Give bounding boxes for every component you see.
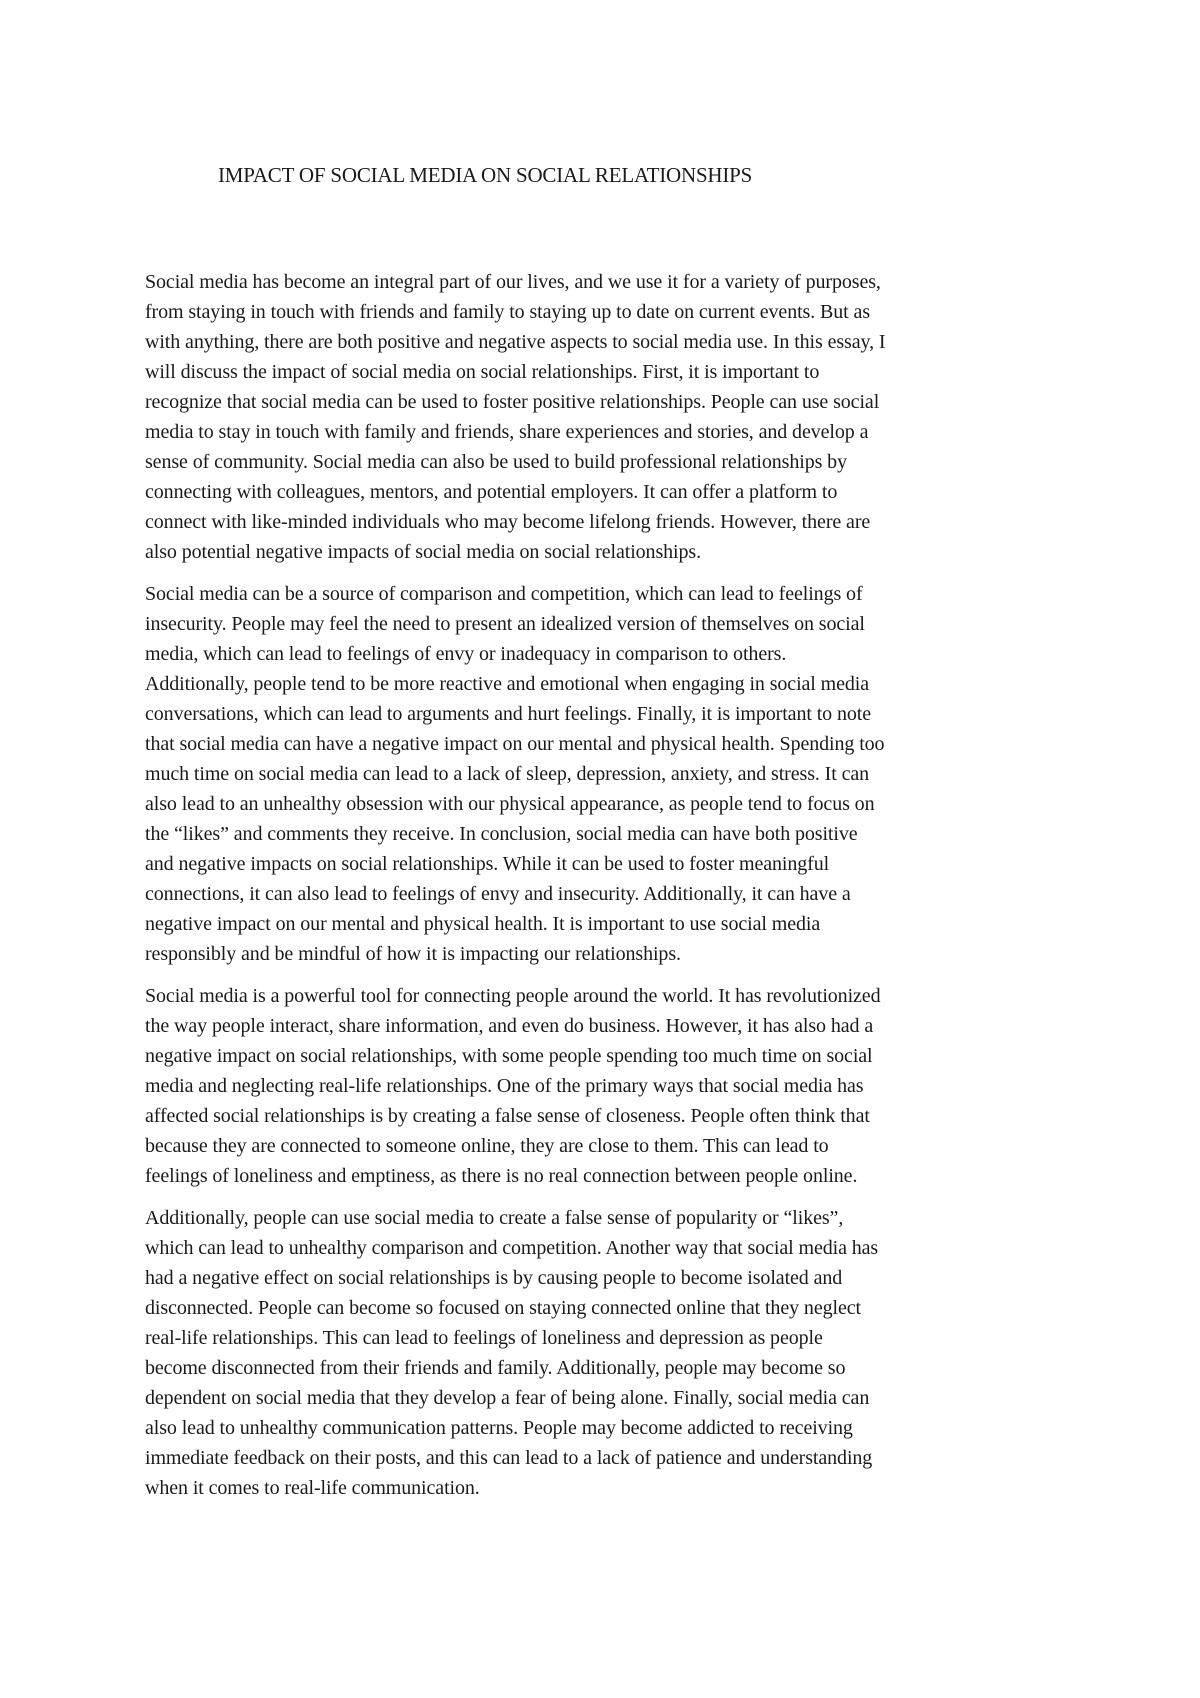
- paragraph-1: Social media has become an integral part of our lives, and we use it for a variety of purposes, from staying in touch with friends and family to staying up to date on current events. But as with anything, there are both positive and negative aspects to social media use. In this essay, I will discuss the impact of social media on social relationships. First, it is important to recognize that social media can be used to foster positive relationships. People can use social media to stay in touch with family and friends, share experiences and stories, and develop a sense of community. Social media can also be used to build professional relationships by connecting with colleagues, mentors, and potential employers. It can offer a platform to connect with like-minded individuals who may become lifelong friends. However, there are also potential negative impacts of social media on social relationships.: [145, 271, 886, 563]
- paragraph-3: Social media is a powerful tool for connecting people around the world. It has revolutionized the way people interact, share information, and even do business. However, it has also had a negative impact on social relationships, with some people spending too much time on social media and neglecting real-life relationships. One of the primary ways that social media has affected social relationships is by creating a false sense of closeness. People often think that because they are connected to someone online, they are close to them. This can lead to feelings of loneliness and emptiness, as there is no real connection between people online.: [145, 985, 881, 1187]
- document-body: [145, 267, 1061, 1515]
- paragraph-2: Social media can be a source of comparison and competition, which can lead to feelings of insecurity. People may feel the need to present an idealized version of themselves on social media, which can lead to feelings of envy or inadequacy in comparison to others. Additionally, people tend to be more reactive and emotional when engaging in social media conversations, which can lead to arguments and hurt feelings. Finally, it is important to note that social media can have a negative impact on our mental and physical health. Spending too much time on social media can lead to a lack of sleep, depression, anxiety, and stress. It can also lead to an unhealthy obsession with our physical appearance, as people tend to focus on the “likes” and comments they receive. In conclusion, social media can have both positive and negative impacts on social relationships. While it can be used to foster meaningful connections, it can also lead to feelings of envy and insecurity. Additionally, it can have a negative impact on our mental and physical health. It is important to use social media responsibly and be mindful of how it is impacting our relationships.: [145, 583, 885, 965]
- paragraph-4: Additionally, people can use social media to create a false sense of popularity or “likes”, which can lead to unhealthy comparison and competition. Another way that social media has had a negative effect on social relationships is by causing people to become isolated and disconnected. People can become so focused on staying connected online that they neglect real-life relationships. This can lead to feelings of loneliness and depression as people become disconnected from their friends and family. Additionally, people may become so dependent on social media that they develop a fear of being alone. Finally, social media can also lead to unhealthy communication patterns. People may become addicted to receiving immediate feedback on their posts, and this can lead to a lack of patience and understanding when it comes to real-life communication.: [145, 1207, 879, 1499]
- document-title: IMPACT OF SOCIAL MEDIA ON SOCIAL RELATIONSHIPS: [218, 163, 753, 187]
